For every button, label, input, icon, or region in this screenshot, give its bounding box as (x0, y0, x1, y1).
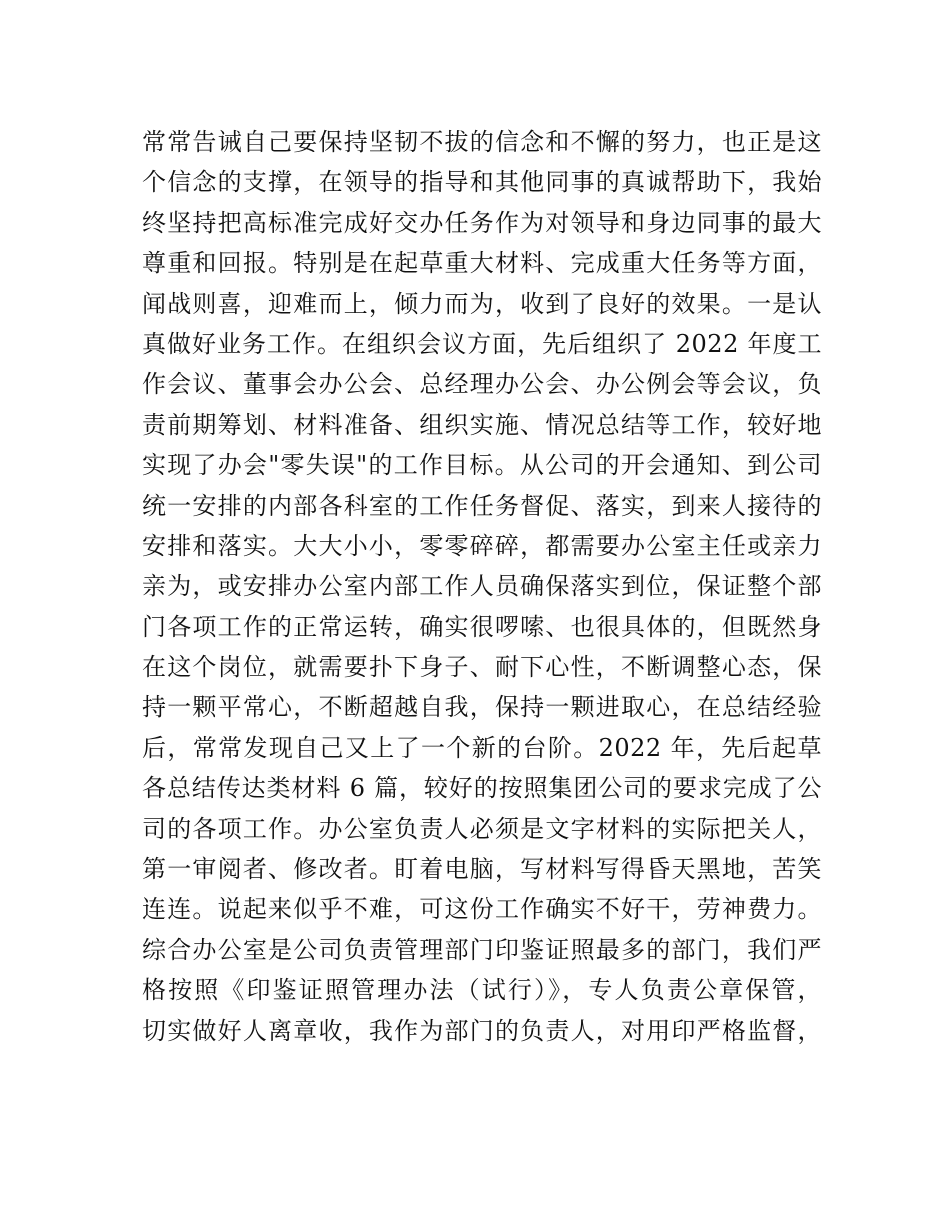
text-line: 闻战则喜，迎难而上，倾力而为，收到了良好的效果。一是认 (142, 289, 822, 318)
text-line: 尊重和回报。特别是在起草重大材料、完成重大任务等方面， (142, 249, 822, 278)
text-line: 在这个岗位，就需要扑下身子、耐下心性，不断调整心态，保 (142, 653, 822, 682)
text-line: 司的各项工作。办公室负责人必须是文字材料的实际把关人， (142, 814, 822, 843)
text-line: 连连。说起来似乎不难，可这份工作确实不好干，劳神费力。 (142, 895, 822, 924)
text-line: 统一安排的内部各科室的工作任务督促、落实，到来人接待的 (142, 491, 822, 520)
text-line: 持一颗平常心，不断超越自我，保持一颗进取心，在总结经验 (142, 693, 822, 722)
text-line: 终坚持把高标准完成好交办任务作为对领导和身边同事的最大 (142, 208, 822, 237)
text-line: 综合办公室是公司负责管理部门印鉴证照最多的部门，我们严 (142, 935, 822, 964)
text-line: 安排和落实。大大小小，零零碎碎，都需要办公室主任或亲力 (142, 531, 822, 560)
text-line: 常常告诫自己要保持坚韧不拔的信念和不懈的努力，也正是这 (142, 128, 822, 156)
text-line: 亲为，或安排办公室内部工作人员确保落实到位，保证整个部 (142, 572, 822, 601)
text-line: 各总结传达类材料 6 篇，较好的按照集团公司的要求完成了公 (142, 774, 822, 803)
text-line: 责前期筹划、材料准备、组织实施、情况总结等工作，较好地 (142, 410, 822, 439)
text-line: 门各项工作的正常运转，确实很啰嗦、也很具体的，但既然身 (142, 612, 822, 641)
body-paragraph (142, 122, 822, 1051)
text-line: 第一审阅者、修改者。盯着电脑，写材料写得昏天黑地，苦笑 (142, 855, 822, 884)
text-line: 实现了办会"零失误"的工作目标。从公司的开会通知、到公司 (142, 451, 822, 480)
text-line: 个信念的支撑，在领导的指导和其他同事的真诚帮助下，我始 (142, 168, 822, 197)
text-line: 切实做好人离章收，我作为部门的负责人，对用印严格监督， (142, 1016, 822, 1045)
text-line: 真做好业务工作。在组织会议方面，先后组织了 2022 年度工 (142, 329, 822, 358)
text-line: 作会议、董事会办公会、总经理办公会、办公例会等会议，负 (142, 370, 822, 399)
text-line: 后，常常发现自己又上了一个新的台阶。2022 年，先后起草 (142, 733, 822, 762)
text-line: 格按照《印鉴证照管理办法（试行）》，专人负责公章保管， (142, 976, 822, 1005)
